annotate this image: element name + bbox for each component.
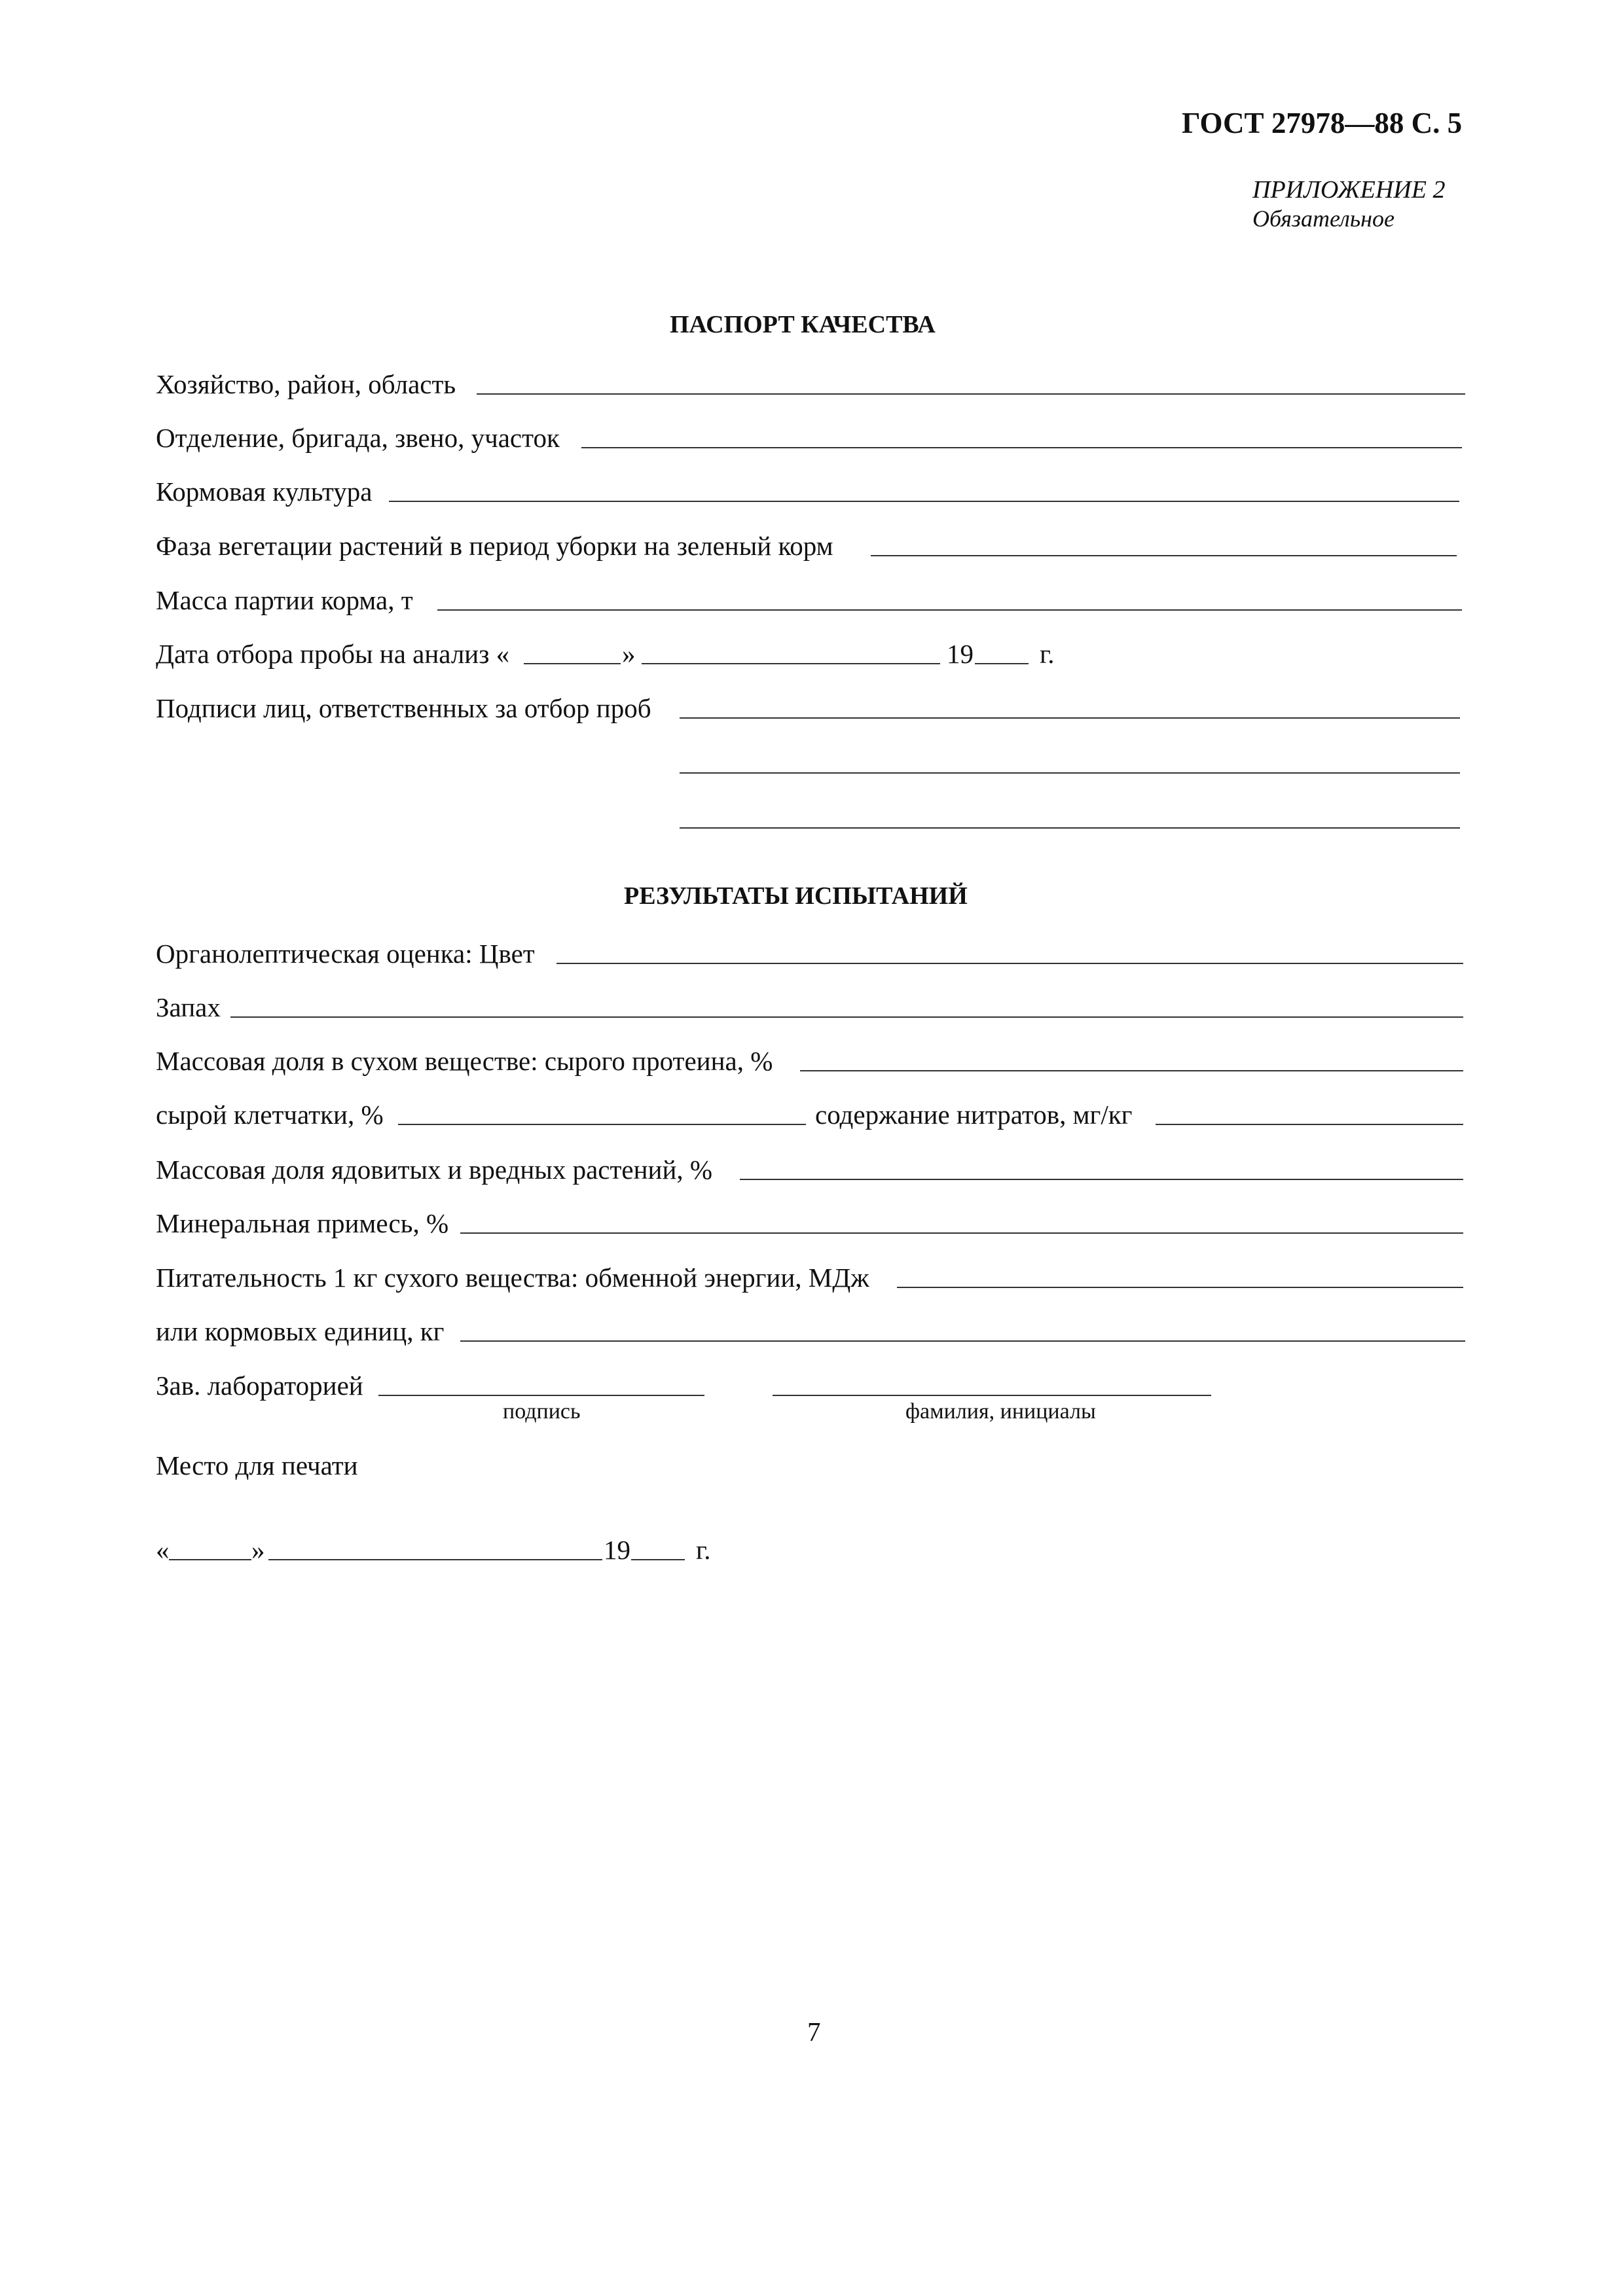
signature-field-1[interactable] bbox=[680, 717, 1460, 719]
appendix-label: ПРИЛОЖЕНИЕ 2 bbox=[1252, 176, 1446, 204]
lab-head-signature-field[interactable] bbox=[378, 1395, 704, 1396]
sampling-date-close-quote: » bbox=[622, 639, 636, 669]
feed-units-label: или кормовых единиц, кг bbox=[156, 1316, 445, 1346]
fiber-field[interactable] bbox=[398, 1124, 806, 1125]
phase-label: Фаза вегетации растений в период уборки на зеленый корм bbox=[156, 531, 833, 561]
results-year-suffix: г. bbox=[696, 1535, 711, 1565]
lab-head-label: Зав. лабораторией bbox=[156, 1371, 363, 1401]
signatures-label: Подписи лиц, ответственных за отбор проб bbox=[156, 693, 651, 723]
nitrates-field[interactable] bbox=[1156, 1124, 1463, 1125]
mass-label: Масса партии корма, т bbox=[156, 585, 413, 615]
appendix-status: Обязательное bbox=[1252, 206, 1395, 232]
results-date-open-quote: « bbox=[156, 1535, 170, 1565]
protein-label: Массовая доля в сухом веществе: сырого протеина, % bbox=[156, 1046, 773, 1076]
poisonous-label: Массовая доля ядовитых и вредных растений, % bbox=[156, 1155, 713, 1185]
sampling-date-label: Дата отбора пробы на анализ « bbox=[156, 639, 510, 669]
division-label: Отделение, бригада, звено, участок bbox=[156, 423, 560, 453]
sampling-year-suffix: г. bbox=[1040, 639, 1055, 669]
energy-field[interactable] bbox=[897, 1287, 1463, 1288]
results-year-prefix: 19 bbox=[604, 1535, 630, 1565]
energy-label: Питательность 1 кг сухого вещества: обменной энергии, МДж bbox=[156, 1263, 869, 1293]
color-label: Органолептическая оценка: Цвет bbox=[156, 939, 535, 969]
stamp-label: Место для печати bbox=[156, 1450, 358, 1480]
feed-units-field[interactable] bbox=[460, 1340, 1465, 1342]
sampling-year-field[interactable] bbox=[975, 663, 1029, 664]
results-day-field[interactable] bbox=[169, 1559, 251, 1560]
phase-field[interactable] bbox=[871, 555, 1457, 556]
sampling-month-field[interactable] bbox=[642, 663, 940, 664]
fiber-label: сырой клетчатки, % bbox=[156, 1100, 384, 1130]
signature-field-2[interactable] bbox=[680, 772, 1460, 774]
crop-field[interactable] bbox=[389, 501, 1459, 502]
nitrates-label: содержание нитратов, мг/кг bbox=[815, 1100, 1133, 1130]
mineral-label: Минеральная примесь, % bbox=[156, 1208, 449, 1238]
smell-label: Запах bbox=[156, 992, 221, 1022]
sampling-day-field[interactable] bbox=[524, 663, 621, 664]
smell-field[interactable] bbox=[230, 1016, 1463, 1018]
signature-caption: подпись bbox=[503, 1399, 581, 1424]
results-title: РЕЗУЛЬТАТЫ ИСПЫТАНИЙ bbox=[624, 882, 968, 910]
farm-label: Хозяйство, район, область bbox=[156, 369, 456, 399]
name-caption: фамилия, инициалы bbox=[905, 1399, 1096, 1424]
lab-head-name-field[interactable] bbox=[773, 1395, 1211, 1396]
farm-field[interactable] bbox=[477, 393, 1465, 395]
poisonous-field[interactable] bbox=[740, 1179, 1463, 1180]
standard-header: ГОСТ 27978—88 С. 5 bbox=[1182, 107, 1463, 139]
mineral-field[interactable] bbox=[460, 1232, 1463, 1234]
sampling-year-prefix: 19 bbox=[947, 639, 974, 669]
color-field[interactable] bbox=[556, 963, 1463, 964]
crop-label: Кормовая культура bbox=[156, 476, 373, 507]
results-month-field[interactable] bbox=[268, 1559, 602, 1560]
division-field[interactable] bbox=[581, 447, 1462, 448]
results-date-close-quote: » bbox=[251, 1535, 265, 1565]
results-year-field[interactable] bbox=[631, 1559, 685, 1560]
mass-field[interactable] bbox=[437, 609, 1462, 611]
page-number: 7 bbox=[807, 2017, 821, 2047]
protein-field[interactable] bbox=[800, 1070, 1463, 1071]
passport-title: ПАСПОРТ КАЧЕСТВА bbox=[670, 311, 936, 338]
signature-field-3[interactable] bbox=[680, 827, 1460, 829]
